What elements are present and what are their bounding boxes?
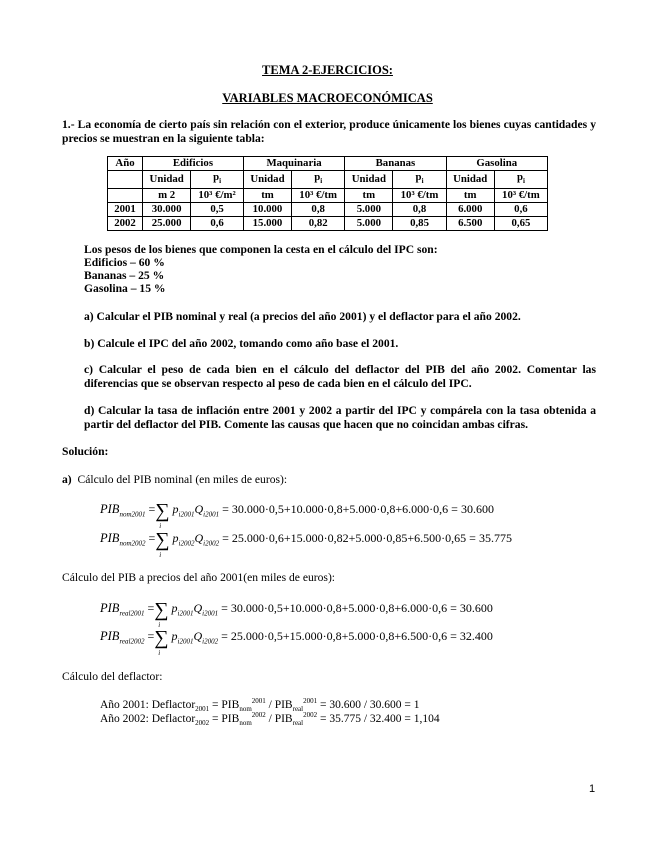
table-cell: 0,85 [393, 217, 446, 231]
unit-cell: m 2 [143, 189, 191, 203]
table-cell: 5.000 [345, 203, 393, 217]
page-number: 1 [589, 783, 596, 795]
solution-a-line: a) Cálculo del PIB nominal (en miles de euros): [62, 473, 288, 486]
unit-label: Unidad [446, 171, 494, 189]
price-label: $p_i$ [292, 171, 345, 189]
equation-pib-real-2001: $PIB_{real2001}$ =∑ i $p_{i2001}Q_{i2001} = 30.000\cdot 0,5+10.000\cdot 0,8+5.000\cdot 0,8+6.000\cdot 0,6 = 30.600$ [100, 599, 493, 629]
question-d: d) Calcular la tasa de inflación entre 2001 y 2002 a partir del IPC y compárela con la tasa obtenida a partir del deflactor del PIB. Comente las causas que hacen que no coincidan ambas cifras. [84, 404, 596, 431]
unit-label: Unidad [143, 171, 191, 189]
table-header-good: Edificios [143, 157, 244, 171]
table-cell: 0,5 [191, 203, 244, 217]
table-cell: 6.500 [446, 217, 494, 231]
table-header-year: Año [108, 157, 143, 171]
table-header-row [108, 157, 548, 171]
table-cell: 5.000 [345, 217, 393, 231]
unit-label: Unidad [345, 171, 393, 189]
equation-pib-real-2002: $PIB_{real2002}$ =∑ i $p_{i2001}Q_{i2002} = 25.000\cdot 0,5+15.000\cdot 0,8+5.000\cdot 0,8+6.500\cdot 0,6 = 32.400$ [100, 627, 493, 657]
unit-cell: 10³ €/tm [393, 189, 446, 203]
table-cell: 0,65 [494, 217, 547, 231]
table-subheader-row [108, 171, 548, 189]
deflactor-2001-line: Año 2001: Deflactor$_{2001}$ = $PIB_{nom}^{2001} / PIB_{real}^{2001} = 30.600 / 30.600 = 1$ [100, 697, 420, 714]
page-subtitle: VARIABLES MACROECONÓMICAS [222, 91, 433, 105]
table-cell: 0,8 [292, 203, 345, 217]
weights-intro: Los pesos de los bienes que componen la cesta en el cálculo del IPC son: [84, 243, 438, 256]
question-b: b) Calcule el IPC del año 2002, tomando como año base el 2001. [84, 337, 399, 350]
unit-cell: 10³ €/tm [292, 189, 345, 203]
sum-symbol: ∑ i [155, 500, 170, 530]
table-row [108, 203, 548, 217]
unit-cell: 10³ €/m² [191, 189, 244, 203]
table-units-row [108, 189, 548, 203]
price-label: $p_i$ [393, 171, 446, 189]
question-a: a) Calcular el PIB nominal y real (a precios del año 2001) y el deflactor para el año 2002. [84, 310, 521, 323]
sum-symbol: ∑ i [154, 627, 169, 657]
table-cell: 15.000 [243, 217, 291, 231]
sum-symbol: ∑ i [155, 529, 170, 559]
deflactor-heading: Cálculo del deflactor: [62, 670, 163, 683]
unit-cell: tm [345, 189, 393, 203]
table-cell: 0,6 [191, 217, 244, 231]
table-row [108, 217, 548, 231]
table-cell: 0,6 [494, 203, 547, 217]
equation-pib-nom-2001: $PIB_{nom2001}$ =∑ i $p_{i2001}Q_{i2001} = 30.000\cdot 0,5+10.000\cdot 0,8+5.000\cdot 0,8+6.000\cdot 0,6 = 30.600$ [100, 500, 494, 530]
page-title: TEMA 2-EJERCICIOS: [262, 63, 393, 77]
year-cell: 2001 [108, 203, 143, 217]
sum-symbol: ∑ i [154, 599, 169, 629]
price-label: $p_i$ [494, 171, 547, 189]
deflactor-2002-line: Año 2002: Deflactor$_{2002}$ = $PIB_{nom}^{2002} / PIB_{real}^{2002} = 35.775 / 32.400 = 1,104$ [100, 711, 440, 728]
weight-item: Edificios – 60 % [84, 256, 165, 269]
table-cell: 0,8 [393, 203, 446, 217]
unit-cell: tm [243, 189, 291, 203]
table-cell: 25.000 [143, 217, 191, 231]
table-cell: 6.000 [446, 203, 494, 217]
equation-pib-nom-2002: $PIB_{nom2002}$ =∑ i $p_{i2002}Q_{i2002} = 25.000\cdot 0,6+15.000\cdot 0,82+5.000\cdot 0,85+6.500\cdot 0,65 = 35.775$ [100, 529, 512, 559]
unit-label: Unidad [243, 171, 291, 189]
weight-item: Gasolina – 15 % [84, 282, 166, 295]
table-header-good: Maquinaria [243, 157, 344, 171]
solution-heading: Solución: [62, 445, 109, 458]
unit-cell: 10³ €/tm [494, 189, 547, 203]
real-pib-heading: Cálculo del PIB a precios del año 2001(en miles de euros): [62, 571, 336, 584]
exercise-intro: 1.- La economía de cierto país sin relación con el exterior, produce únicamente los bienes cuyas cantidades y precios se muestran en la siguiente tabla: [62, 118, 596, 145]
question-c: c) Calcular el peso de cada bien en el cálculo del deflactor del PIB del año 2002. Comentar las diferencias que se observan respecto al peso de cada bien en el cálculo del IPC. [84, 363, 596, 390]
unit-cell: tm [446, 189, 494, 203]
table-cell: 0,82 [292, 217, 345, 231]
weight-item: Bananas – 25 % [84, 269, 165, 282]
table-header-good: Gasolina [446, 157, 547, 171]
table-cell: 30.000 [143, 203, 191, 217]
table-header-good: Bananas [345, 157, 446, 171]
data-table [107, 156, 548, 231]
table-cell: 10.000 [243, 203, 291, 217]
price-label: $p_i$ [191, 171, 244, 189]
year-cell: 2002 [108, 217, 143, 231]
